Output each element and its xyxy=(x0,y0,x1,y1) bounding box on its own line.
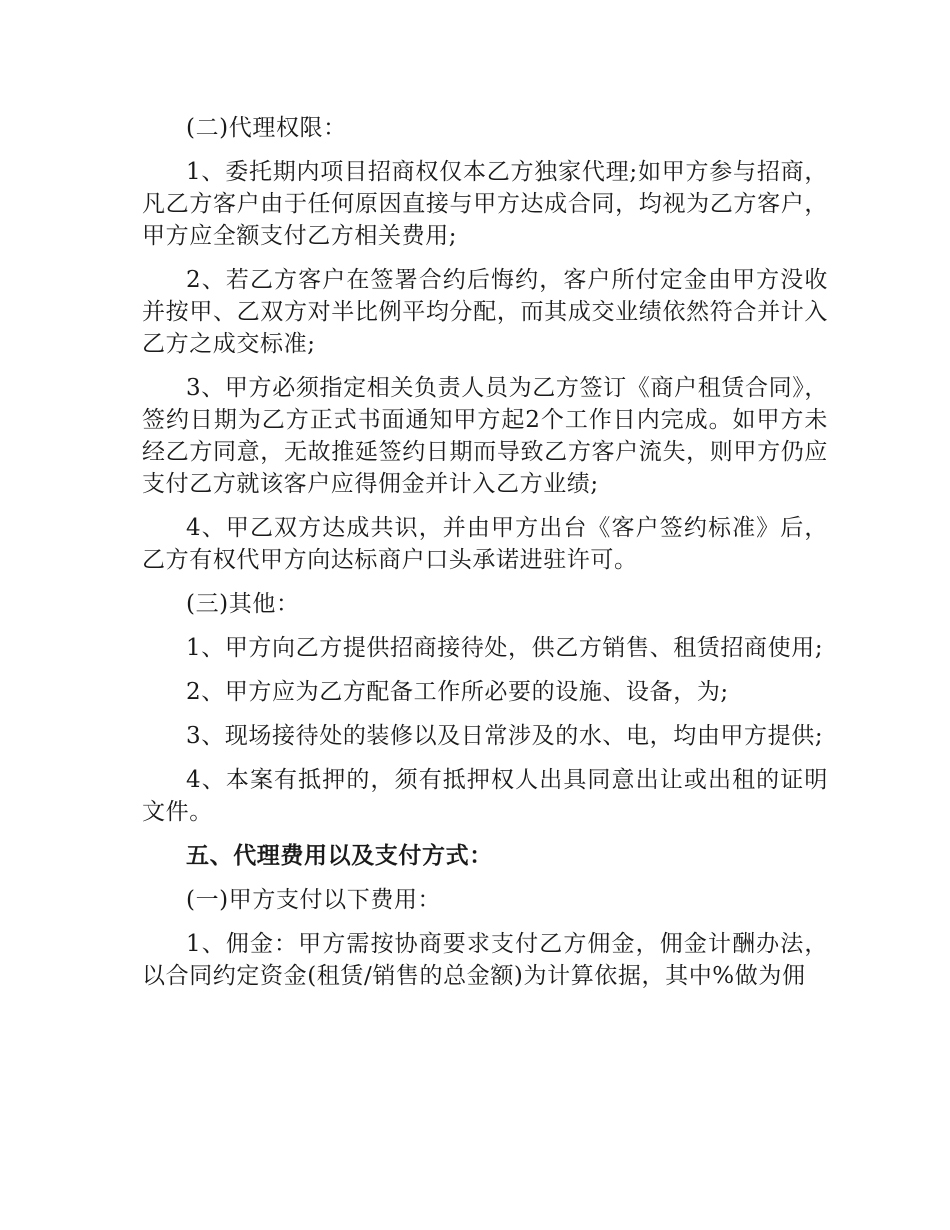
section-heading-authority: (二)代理权限： xyxy=(186,115,347,141)
paragraph-commission: 1、佣金：甲方需按协商要求支付乙方佣金，佣金计酬办法，以合同约定资金(租赁/销售的总金额)为计算依据，其中%做为佣 xyxy=(142,931,828,989)
paragraph-other-4: 4、本案有抵押的，须有抵押权人出具同意出让或出租的证明文件。 xyxy=(142,767,828,825)
section-heading-other: (三)其他： xyxy=(186,591,300,617)
paragraph-clause-4: 4、甲乙双方达成共识，并由甲方出台《客户签约标准》后，乙方有权代甲方向达标商户口头承诺进驻许可。 xyxy=(142,515,828,573)
document-body xyxy=(142,112,828,1004)
paragraph-clause-1: 1、委托期内项目招商权仅本乙方独家代理;如甲方参与招商，凡乙方客户由于任何原因直接与甲方达成合同，均视为乙方客户，甲方应全额支付乙方相关费用; xyxy=(142,159,828,249)
paragraph-other-1: 1、甲方向乙方提供招商接待处，供乙方销售、租赁招商使用; xyxy=(186,635,824,661)
paragraph-other-3: 3、现场接待处的装修以及日常涉及的水、电，均由甲方提供; xyxy=(186,723,824,749)
paragraph-clause-3: 3、甲方必须指定相关负责人员为乙方签订《商户租赁合同》，签约日期为乙方正式书面通知甲方起2个工作日内完成。如甲方未经乙方同意，无故推延签约日期而导致乙方客户流失，则甲方仍应支付乙方就该客户应得佣金并计入乙方业绩; xyxy=(142,375,828,497)
section-heading-payments: (一)甲方支付以下费用： xyxy=(186,887,442,913)
chapter-heading-fees: 五、代理费用以及支付方式： xyxy=(186,843,493,869)
paragraph-other-2: 2、甲方应为乙方配备工作所必要的设施、设备，为; xyxy=(186,679,729,705)
paragraph-clause-2: 2、若乙方客户在签署合约后悔约，客户所付定金由甲方没收并按甲、乙双方对半比例平均分配，而其成交业绩依然符合并计入乙方之成交标准; xyxy=(142,267,828,357)
